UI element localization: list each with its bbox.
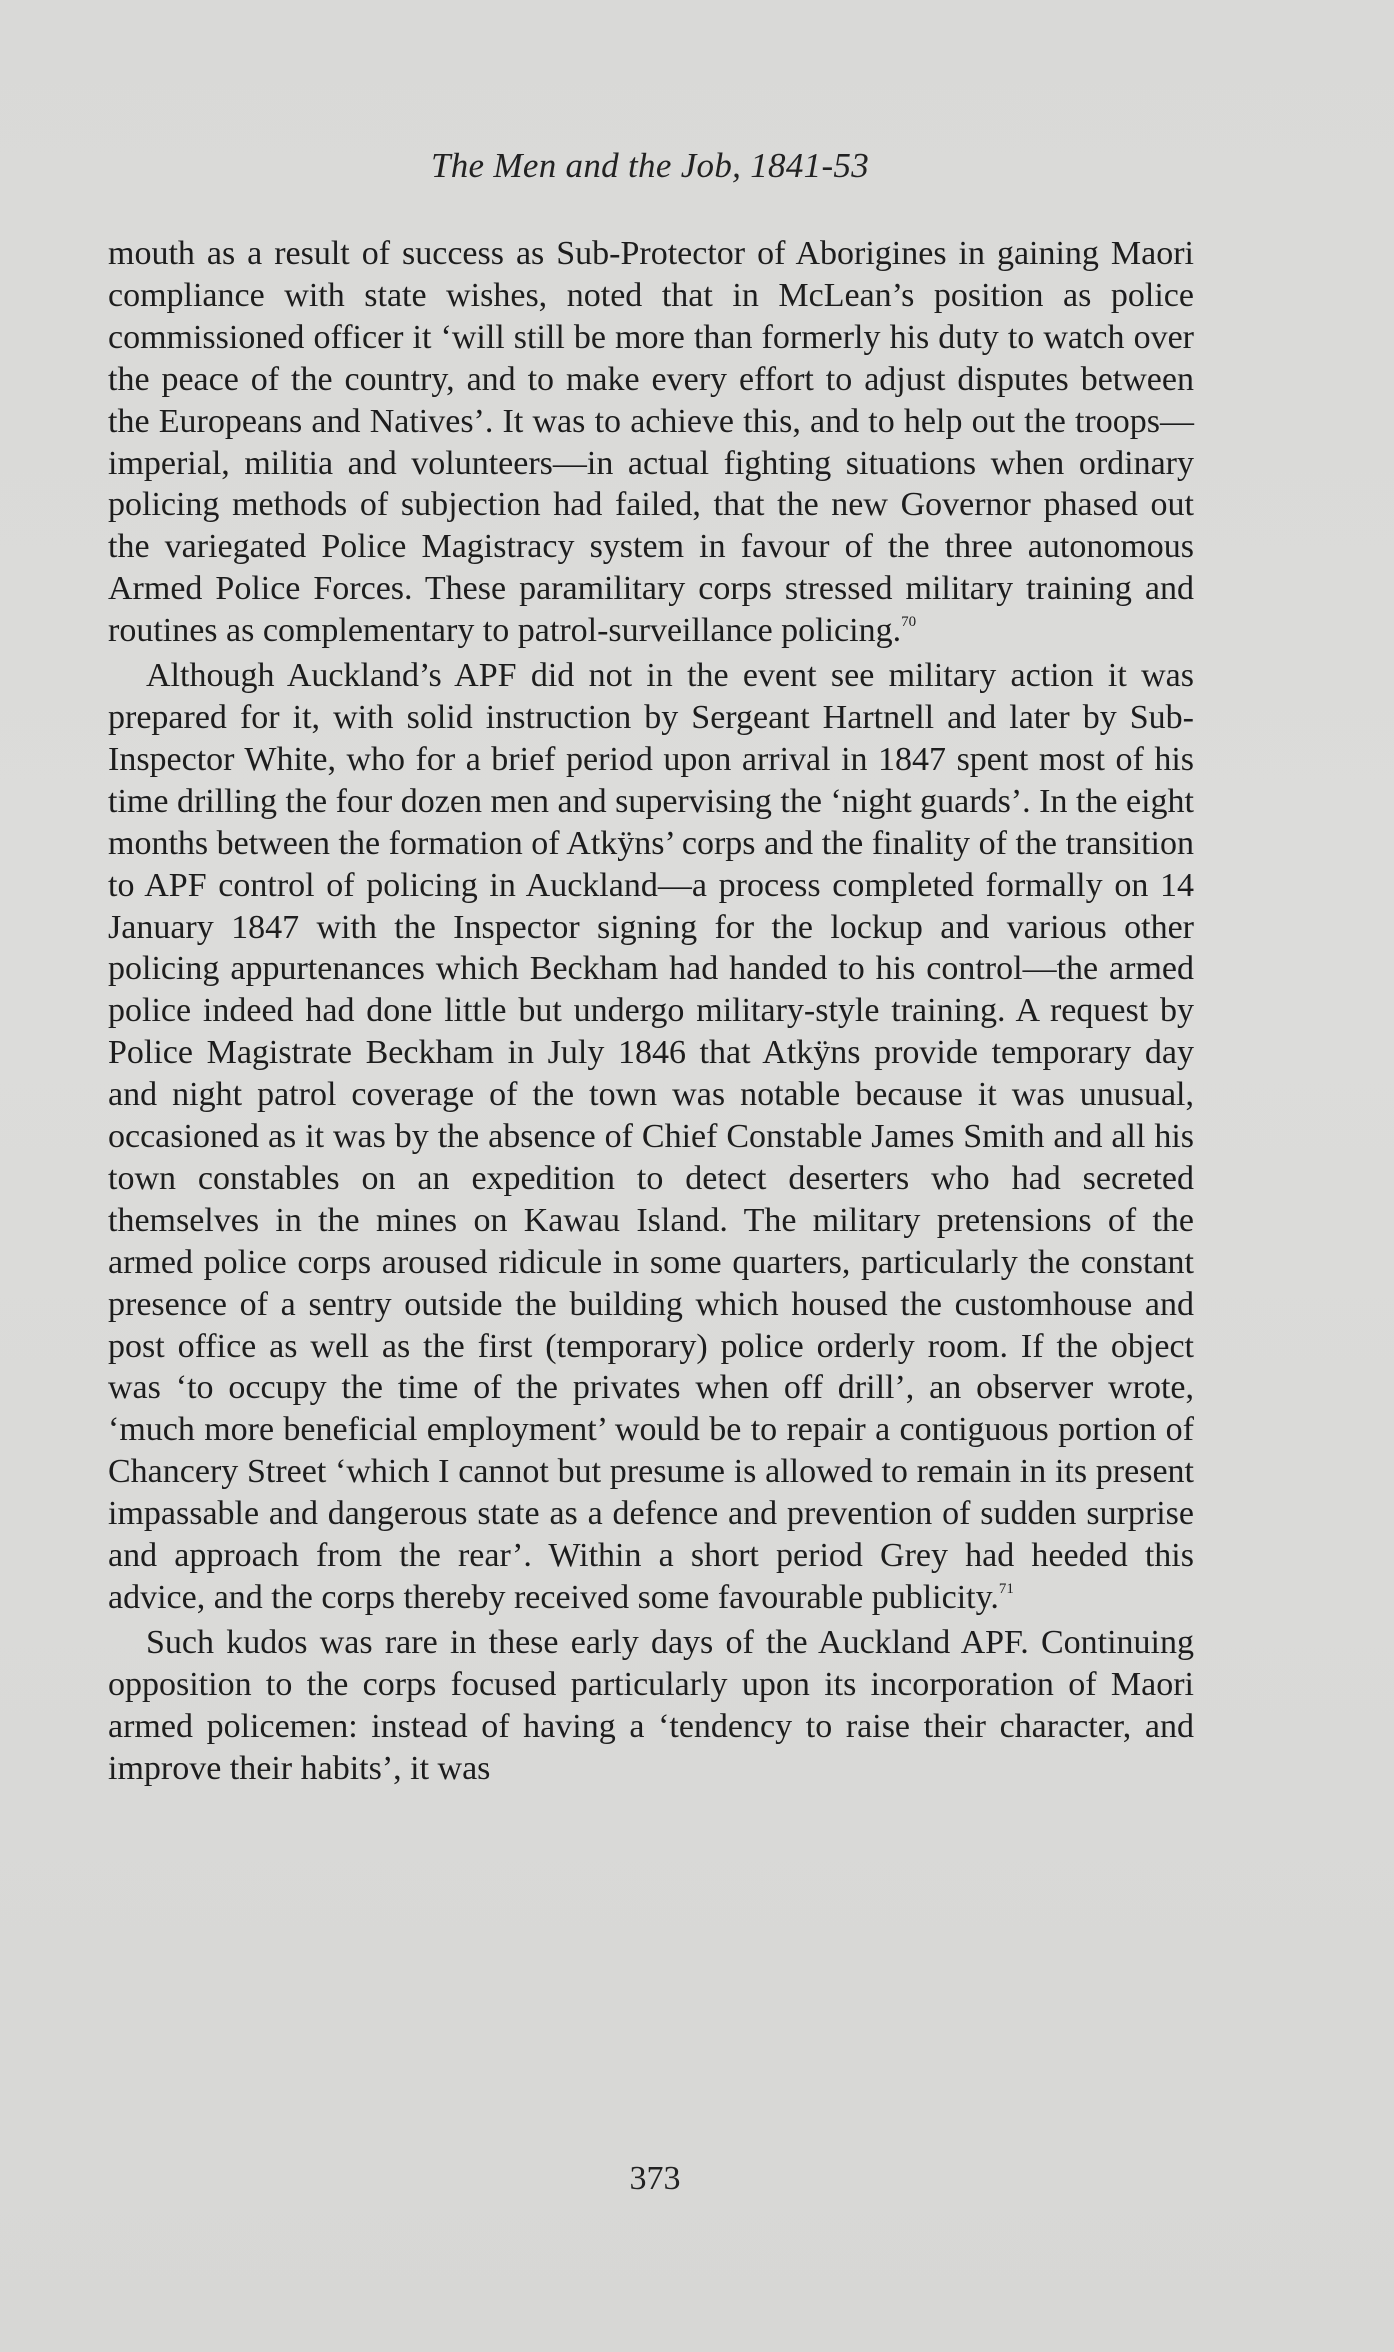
paragraph-1	[108, 233, 1194, 652]
paragraph-3-text: Such kudos was rare in these early days of the Auckland APF. Continuing opposition to the corps focused particularly upon its incorporation of Maori armed policemen: instead of having a ‘tendency to raise their character, and improve their habits’, it was	[108, 1623, 1194, 1787]
paragraph-2-text: Although Auckland’s APF did not in the event see military action it was prepared for it, with solid instruction by Sergeant Hartnell and later by Sub-Inspector White, who for a brief period upon arrival in 1847 spent most of his time drilling the four dozen men and supervising the ‘night guards’. In the eight months between the formation of Atkÿns’ corps and the finality of the transition to APF control of policing in Auckland—a process completed formally on 14 January 1847 with the Inspector signing for the lockup and various other policing appurtenances which Beckham had handed to his control—the armed police indeed had done little but undergo military-style training. A request by Police Magistrate Beckham in July 1846 that Atkÿns provide temporary day and night patrol coverage of the town was notable because it was unusual, occasioned as it was by the absence of Chief Constable James Smith and all his town constables on an expedition to detect deserters who had secreted themselves in the mines on Kawau Island. The military pretensions of the armed police corps aroused ridicule in some quarters, particularly the constant presence of a sentry outside the building which housed the customhouse and post office as well as the first (temporary) police orderly room. If the object was ‘to occupy the time of the privates when off drill’, an observer wrote, ‘much more beneficial employment’ would be to repair a contiguous portion of Chancery Street ‘which I cannot but presume is allowed to remain in its present impassable and dangerous state as a defence and prevention of sudden surprise and approach from the rear’. Within a short period Grey had heeded this advice, and the corps thereby received some favourable publicity.	[108, 657, 1194, 1616]
paragraph-1-text: mouth as a result of success as Sub-Protector of Aborigines in gaining Maori compliance with state wishes, noted that in McLean’s position as police commissioned officer it ‘will still be more than formerly his duty to watch over the peace of the country, and to make every effort to adjust disputes between the Europeans and Natives’. It was to achieve this, and to help out the troops—imperial, militia and volunteers—in actual fighting situations when ordinary policing methods of subjection had failed, that the new Governor phased out the variegated Police Magistracy system in favour of the three autonomous Armed Police Forces. These paramilitary corps stressed military training and routines as complementary to patrol-surveillance policing.	[108, 235, 1194, 650]
paragraph-2	[108, 655, 1194, 1619]
page-number: 373	[629, 2160, 681, 2197]
running-head: The Men and the Job, 1841-53	[430, 146, 870, 185]
body-text	[108, 233, 1194, 1790]
footnote-ref-70: 70	[901, 614, 917, 631]
footnote-ref-71: 71	[998, 1581, 1014, 1597]
paragraph-3	[108, 1622, 1194, 1790]
